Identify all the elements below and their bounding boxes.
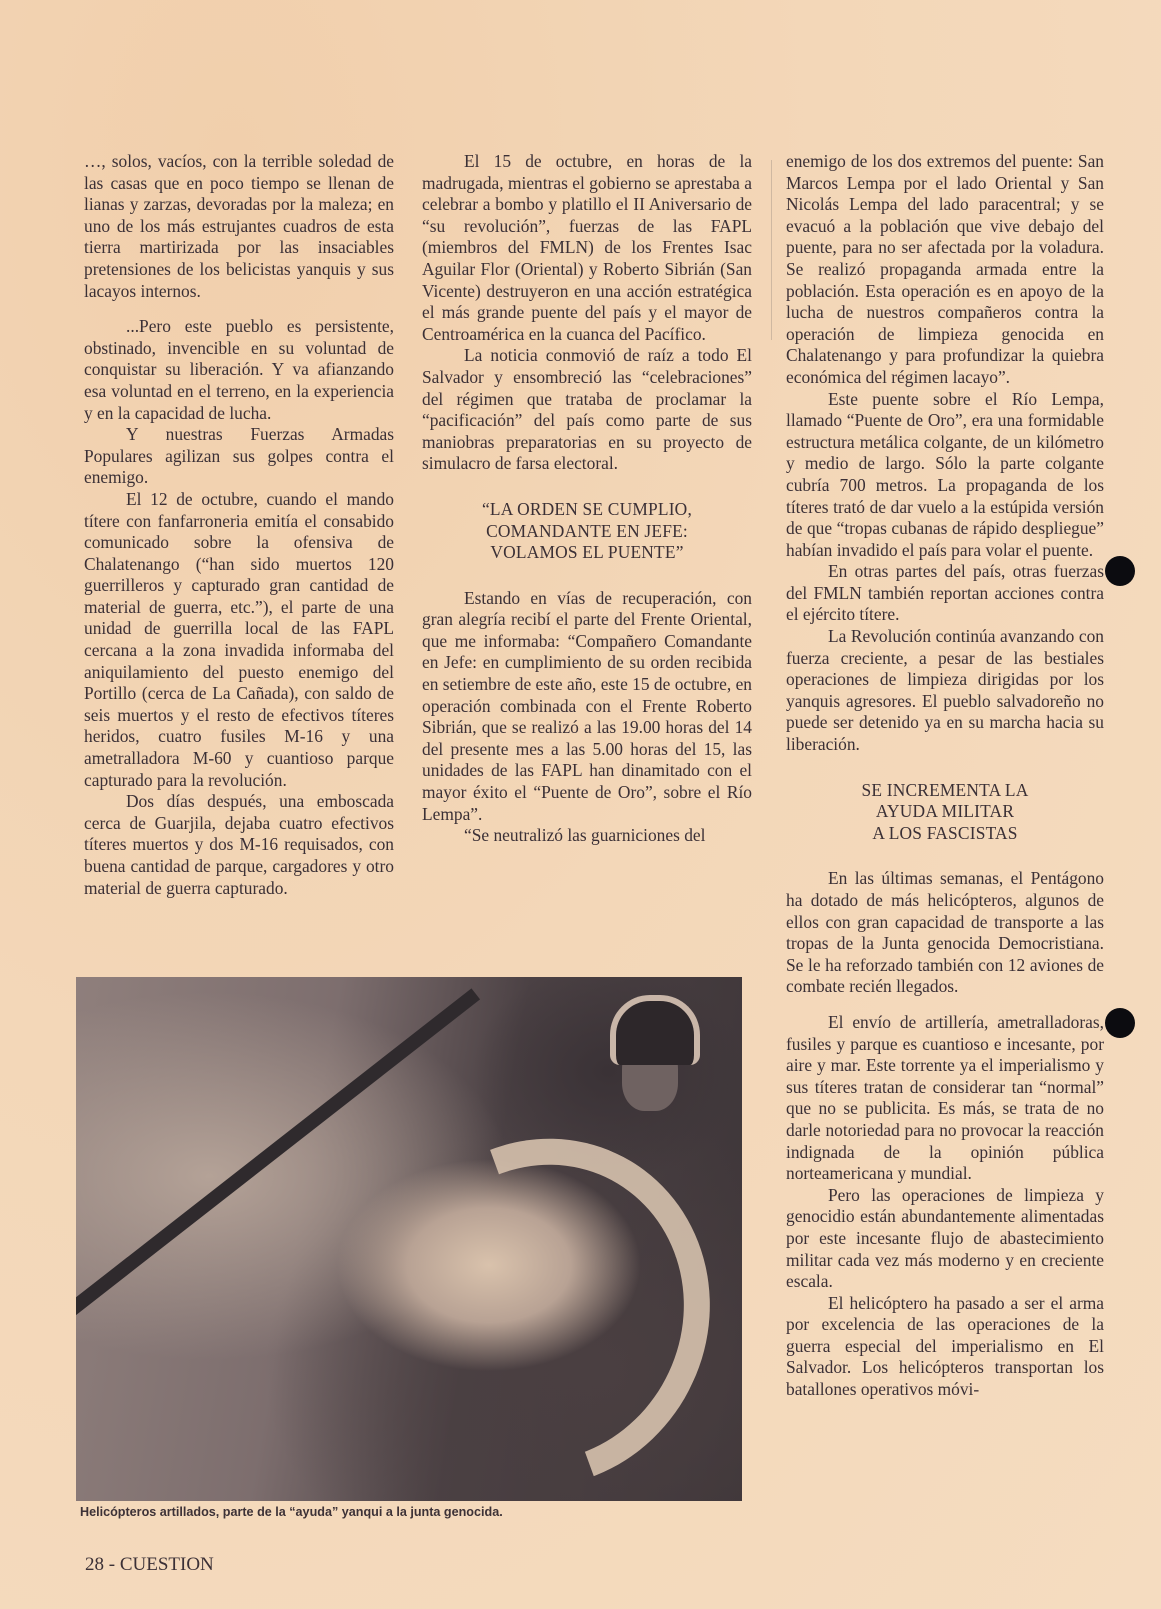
column-2 [422,151,752,847]
heading-line: “LA ORDEN SE CUMPLIO, [482,498,692,519]
paragraph: El 15 de octubre, en horas de la madrugada, mientras el gobierno se aprestaba a celebrar a bombo y platillo el II Aniversario de “su revolución”, fuerzas de las FAPL (miembros del FMLN) de los Frentes Isac Aguilar Flor (Oriental) y Roberto Sibrián (San Vicente) destruyeron en una acción estratégica el más grande puente del país y el mayor de Centroamérica en la cuanca del Pacífico. [422,151,752,344]
column-3 [786,151,1104,1401]
heading-line: A LOS FASCISTAS [872,822,1018,843]
ammo-belt-shape [317,1083,742,1501]
helicopter-gunner-photo [76,977,742,1501]
paragraph: ...Pero este pueblo es persistente, obstinado, invencible en su voluntad de conquistar su liberación. Y va afianzando esa voluntad en el terreno, en la experiencia y en la capacidad de lucha. [84,316,394,423]
paragraph: El envío de artillería, ametralladoras, fusiles y parque es cuantioso e incesante, por aire y mar. Este torrente ya el imperialismo y sus títeres tratan de considerar tan “normal” que no se publicita. Es más, se trata de no darle notoriedad para no provocar la reacción indignada de la opinión pública norteamericana y mundial. [786,1011,1104,1184]
paragraph: Este puente sobre el Río Lempa, llamado “Puente de Oro”, era una formidable estructura metálica colgante, de un kilómetro y medio de largo. Sólo la parte colgante cubría 700 metros. La propaganda de los títeres trató de dar vuelo a la estúpida versión de que “tropas cubanas de rápido despliegue” habían invadido el país para volar el puente. [786,388,1104,560]
page-footer: 28 - CUESTION [85,1554,214,1575]
heading-line: SE INCREMENTA LA [861,779,1029,800]
paragraph: Y nuestras Fuerzas Armadas Populares agilizan sus golpes contra el enemigo. [84,424,394,488]
section-heading [786,780,1104,845]
paragraph: La Revolución continúa avanzando con fuerza creciente, a pesar de las bestiales operaciones de limpieza dirigidas por los yanquis agresores. El pueblo salvadoreño no puede ser detenido ya en su marcha hacia su liberación. [786,626,1104,755]
heading-line: VOLAMOS EL PUENTE” [490,542,684,563]
heading-line: AYUDA MILITAR [875,801,1015,822]
binder-hole-icon [1105,1008,1135,1038]
paragraph: En otras partes del país, otras fuerzas del FMLN también reportan acciones contra el ejército títere. [786,561,1104,625]
paragraph: La noticia conmovió de raíz a todo El Salvador y ensombreció las “celebraciones” del régimen que trataba de proclamar la “pacificación” del país como parte de sus maniobras preparatorias en su proyecto de simulacro de farsa electoral. [422,345,752,474]
paragraph: Pero las operaciones de limpieza y genocidio están abundantemente alimentadas por este incesante flujo de abastecimiento militar cada vez más moderno y en creciente escala. [786,1184,1104,1292]
binder-hole-icon [1105,556,1135,586]
paragraph: …, solos, vacíos, con la terrible soledad de las casas que en poco tiempo se llenan de lianas y zarzas, devoradas por la maleza; en uno de los más estrujantes cuadros de esta tierra martirizada por las insaciables pretensiones de los belicistas yanquis y sus lacayos internos. [84,151,394,301]
paragraph: Estando en vías de recuperación, con gran alegría recibí el parte del Frente Oriental, que me informaba: “Compañero Comandante en Jefe: en cumplimiento de su orden recibida en setiembre de este año, este 15 de octubre, en operación combinada con el Frente Roberto Sibrián, que se realizó a las 19.00 horas del 14 del presente mes a las 5.00 horas del 15, las unidades de las FAPL han dinamitado con el mayor éxito el “Puente de Oro”, sobre el Río Lempa”. [422,587,752,824]
section-heading [422,499,752,564]
paragraph: enemigo de los dos extremos del puente: San Marcos Lempa por el lado Oriental y San Nicolás Lempa del lado paracentral; y se evacuó a la población que vive debajo del puente, para no ser afectada por la voladura. Se realizó propaganda armada entre la población. Esta operación es en apoyo de la lucha de nuestros compañeros contra la operación de limpieza genocida en Chalatenango y para profundizar la quiebra económica del régimen lacayo”. [786,151,1104,387]
photo-caption: Helicópteros artillados, parte de la “ayuda” yanqui a la junta genocida. [80,1505,503,1519]
paragraph: El helicóptero ha pasado a ser el arma por excelencia de las operaciones de la guerra especial del imperialismo en El Salvador. Los helicópteros transportan los batallones operativos móvi- [786,1292,1104,1400]
helmet-shape [610,995,700,1065]
paragraph: En las últimas semanas, el Pentágono ha dotado de más helicópteros, algunos de ellos con gran capacidad de transporte a las tropas de la Junta genocida Democristiana. Se le ha reforzado también con 12 aviones de combate recién llegados. [786,868,1104,997]
paragraph: “Se neutralizó las guarniciones del [464,825,706,846]
column-1 [84,151,394,899]
heading-line: COMANDANTE EN JEFE: [486,520,688,541]
paragraph: Dos días después, una emboscada cerca de Guarjila, dejaba cuatro efectivos títeres muertos y dos M-16 requisados, con buena cantidad de parque, cargadores y otro material de guerra capturado. [84,791,394,898]
column-rule [771,160,772,340]
paragraph: El 12 de octubre, cuando el mando títere con fanfarroneria emitía el consabido comunicado sobre la ofensiva de Chalatenango (“han sido muertos 120 guerrilleros y capturado gran cantidad de material de guerra, etc.”), el parte de una unidad de guerrilla local de las FAPL cercana a la zona invadida informaba del aniquilamiento del puesto enemigo del Portillo (cerca de La Cañada), con saldo de seis muertos y el resto de efectivos títeres heridos, cuatro fusiles M-16 y una ametralladora M-60 y cuantioso parque capturado para la revolución. [84,488,394,790]
